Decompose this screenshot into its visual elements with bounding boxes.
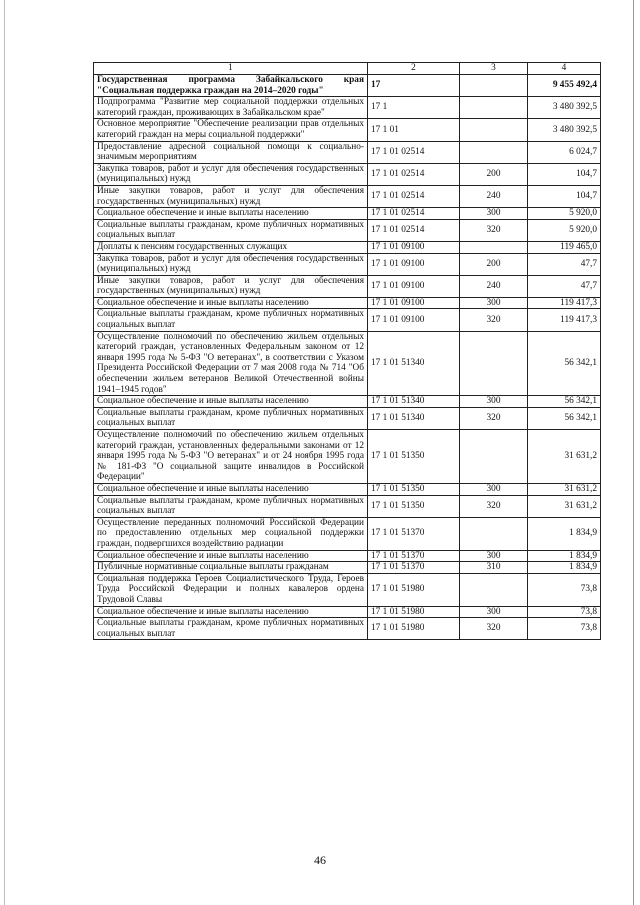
header-row (94, 63, 601, 75)
row-name: Закупка товаров, работ и услуг для обеспечения государственных (муниципальных) нужд (94, 253, 368, 275)
row-name: Осуществление переданных полномочий Российской Федерации по предоставлению отдельных мер социальной поддержки граждан, подвергшихся воздействию радиации (94, 517, 368, 550)
table-row (94, 396, 601, 408)
row-name: Подпрограмма "Развитие мер социальной поддержки отдельных категорий граждан, проживающих в Забайкальском крае" (94, 97, 368, 119)
row-code: 17 1 01 51350 (368, 430, 460, 484)
row-code: 17 1 01 (368, 119, 460, 141)
row-expense-type: 240 (460, 275, 528, 297)
row-expense-type: 320 (460, 219, 528, 241)
row-amount: 119 417,3 (528, 309, 601, 331)
row-amount: 73,8 (528, 573, 601, 606)
row-code: 17 1 01 02514 (368, 163, 460, 185)
row-code: 17 1 01 02514 (368, 141, 460, 163)
row-amount: 3 480 392,5 (528, 119, 601, 141)
row-amount: 56 342,1 (528, 407, 601, 429)
row-expense-type (460, 97, 528, 119)
row-code: 17 1 01 51340 (368, 331, 460, 396)
row-name: Государственная программа Забайкальского края "Социальная поддержка граждан на 2014–2020 годы" (94, 75, 368, 97)
row-expense-type: 320 (460, 495, 528, 517)
table-row (94, 208, 601, 220)
table-row (94, 241, 601, 253)
table-row (94, 430, 601, 484)
row-code: 17 1 01 09100 (368, 275, 460, 297)
table-row (94, 119, 601, 141)
row-amount: 1 834,9 (528, 550, 601, 562)
row-name: Социальные выплаты гражданам, кроме публичных нормативных социальных выплат (94, 407, 368, 429)
scan-edge-left (4, 0, 5, 905)
table-row (94, 495, 601, 517)
row-amount: 104,7 (528, 185, 601, 207)
table-row (94, 407, 601, 429)
row-expense-type (460, 241, 528, 253)
row-name: Иные закупки товаров, работ и услуг для обеспечения государственных (муниципальных) нужд (94, 275, 368, 297)
row-amount: 47,7 (528, 253, 601, 275)
row-amount: 31 631,2 (528, 495, 601, 517)
row-name: Социальное обеспечение и иные выплаты населению (94, 208, 368, 220)
row-code: 17 1 01 51980 (368, 573, 460, 606)
row-amount: 31 631,2 (528, 483, 601, 495)
table-row (94, 141, 601, 163)
table-row (94, 550, 601, 562)
row-expense-type (460, 517, 528, 550)
row-name: Иные закупки товаров, работ и услуг для обеспечения государственных (муниципальных) нужд (94, 185, 368, 207)
row-amount: 56 342,1 (528, 331, 601, 396)
row-name: Предоставление адресной социальной помощи к социально-значимым мероприятиям (94, 141, 368, 163)
row-name: Закупка товаров, работ и услуг для обеспечения государственных (муниципальных) нужд (94, 163, 368, 185)
row-name: Социальное обеспечение и иные выплаты населению (94, 396, 368, 408)
header-col-4: 4 (528, 63, 601, 75)
table-row (94, 163, 601, 185)
table-row (94, 331, 601, 396)
row-expense-type: 320 (460, 407, 528, 429)
row-name: Осуществление полномочий по обеспечению жильем отдельных категорий граждан, установленных Федеральным законом от 12 января 1995 года № 5-ФЗ "О ветеранах", в соответствии с Указом Президента Российской Федерации от 7 мая 2008 года № 714 "Об обеспечении жильем ветеранов Великой Отечественной войны 1941–1945 годов" (94, 331, 368, 396)
table-row (94, 75, 601, 97)
row-amount: 6 024,7 (528, 141, 601, 163)
table-row (94, 562, 601, 574)
row-code: 17 1 01 51980 (368, 618, 460, 640)
row-code: 17 1 01 02514 (368, 185, 460, 207)
scan-edge-right (633, 0, 634, 905)
row-expense-type: 300 (460, 483, 528, 495)
row-expense-type: 320 (460, 618, 528, 640)
row-expense-type: 300 (460, 396, 528, 408)
header-col-3: 3 (460, 63, 528, 75)
row-name: Социальные выплаты гражданам, кроме публичных нормативных социальных выплат (94, 219, 368, 241)
row-expense-type (460, 119, 528, 141)
row-amount: 3 480 392,5 (528, 97, 601, 119)
table-row (94, 517, 601, 550)
row-name: Социальное обеспечение и иные выплаты населению (94, 483, 368, 495)
row-code: 17 1 01 51350 (368, 495, 460, 517)
row-expense-type: 240 (460, 185, 528, 207)
row-name: Социальное обеспечение и иные выплаты населению (94, 550, 368, 562)
row-expense-type (460, 141, 528, 163)
row-code: 17 1 01 51370 (368, 517, 460, 550)
row-expense-type: 200 (460, 253, 528, 275)
table-row (94, 253, 601, 275)
row-name: Социальное обеспечение и иные выплаты населению (94, 297, 368, 309)
table-row (94, 573, 601, 606)
table-row (94, 97, 601, 119)
page-number: 46 (314, 853, 326, 867)
row-amount: 104,7 (528, 163, 601, 185)
row-code: 17 1 01 51370 (368, 562, 460, 574)
row-amount: 119 465,0 (528, 241, 601, 253)
row-code: 17 1 01 51340 (368, 396, 460, 408)
row-amount: 1 834,9 (528, 562, 601, 574)
row-name: Социальная поддержка Героев Социалистического Труда, Героев Труда Российской Федерации и полных кавалеров ордена Трудовой Славы (94, 573, 368, 606)
row-code: 17 1 01 51370 (368, 550, 460, 562)
row-code: 17 1 01 02514 (368, 208, 460, 220)
row-expense-type: 300 (460, 550, 528, 562)
row-name: Социальное обеспечение и иные выплаты населению (94, 606, 368, 618)
row-code: 17 1 01 51340 (368, 407, 460, 429)
row-code: 17 1 01 51980 (368, 606, 460, 618)
table-row (94, 618, 601, 640)
header-col-2: 2 (368, 63, 460, 75)
row-name: Социальные выплаты гражданам, кроме публичных нормативных социальных выплат (94, 309, 368, 331)
budget-table (93, 62, 601, 640)
header-col-1: 1 (94, 63, 368, 75)
row-code: 17 1 01 09100 (368, 241, 460, 253)
row-amount: 56 342,1 (528, 396, 601, 408)
row-expense-type (460, 75, 528, 97)
row-name: Социальные выплаты гражданам, кроме публичных нормативных социальных выплат (94, 618, 368, 640)
table-row (94, 275, 601, 297)
row-amount: 5 920,0 (528, 219, 601, 241)
row-amount: 47,7 (528, 275, 601, 297)
budget-table-body (94, 63, 601, 640)
row-name: Публичные нормативные социальные выплаты гражданам (94, 562, 368, 574)
row-name: Осуществление полномочий по обеспечению жильем отдельных категорий граждан, установленных федеральными законами от 12 января 1995 года № 5-ФЗ "О ветеранах" и от 24 ноября 1995 года № 181-ФЗ "О социальной защите инвалидов в Российской Федерации" (94, 430, 368, 484)
row-expense-type (460, 573, 528, 606)
row-code: 17 1 01 09100 (368, 297, 460, 309)
row-code: 17 1 (368, 97, 460, 119)
row-expense-type (460, 430, 528, 484)
row-code: 17 1 01 09100 (368, 253, 460, 275)
row-expense-type: 200 (460, 163, 528, 185)
row-expense-type (460, 331, 528, 396)
table-row (94, 606, 601, 618)
row-name: Доплаты к пенсиям государственных служащих (94, 241, 368, 253)
row-amount: 9 455 492,4 (528, 75, 601, 97)
row-amount: 119 417,3 (528, 297, 601, 309)
row-expense-type: 300 (460, 297, 528, 309)
row-code: 17 1 01 51350 (368, 483, 460, 495)
table-row (94, 297, 601, 309)
row-amount: 5 920,0 (528, 208, 601, 220)
row-expense-type: 310 (460, 562, 528, 574)
row-name: Социальные выплаты гражданам, кроме публичных нормативных социальных выплат (94, 495, 368, 517)
row-code: 17 1 01 02514 (368, 219, 460, 241)
row-expense-type: 320 (460, 309, 528, 331)
row-amount: 31 631,2 (528, 430, 601, 484)
row-amount: 73,8 (528, 618, 601, 640)
row-expense-type: 300 (460, 606, 528, 618)
table-row (94, 185, 601, 207)
row-name: Основное мероприятие "Обеспечение реализации прав отдельных категорий граждан на меры социальной поддержки" (94, 119, 368, 141)
table-row (94, 219, 601, 241)
row-code: 17 1 01 09100 (368, 309, 460, 331)
table-row (94, 309, 601, 331)
table-row (94, 483, 601, 495)
row-expense-type: 300 (460, 208, 528, 220)
row-code: 17 (368, 75, 460, 97)
row-amount: 1 834,9 (528, 517, 601, 550)
row-amount: 73,8 (528, 606, 601, 618)
